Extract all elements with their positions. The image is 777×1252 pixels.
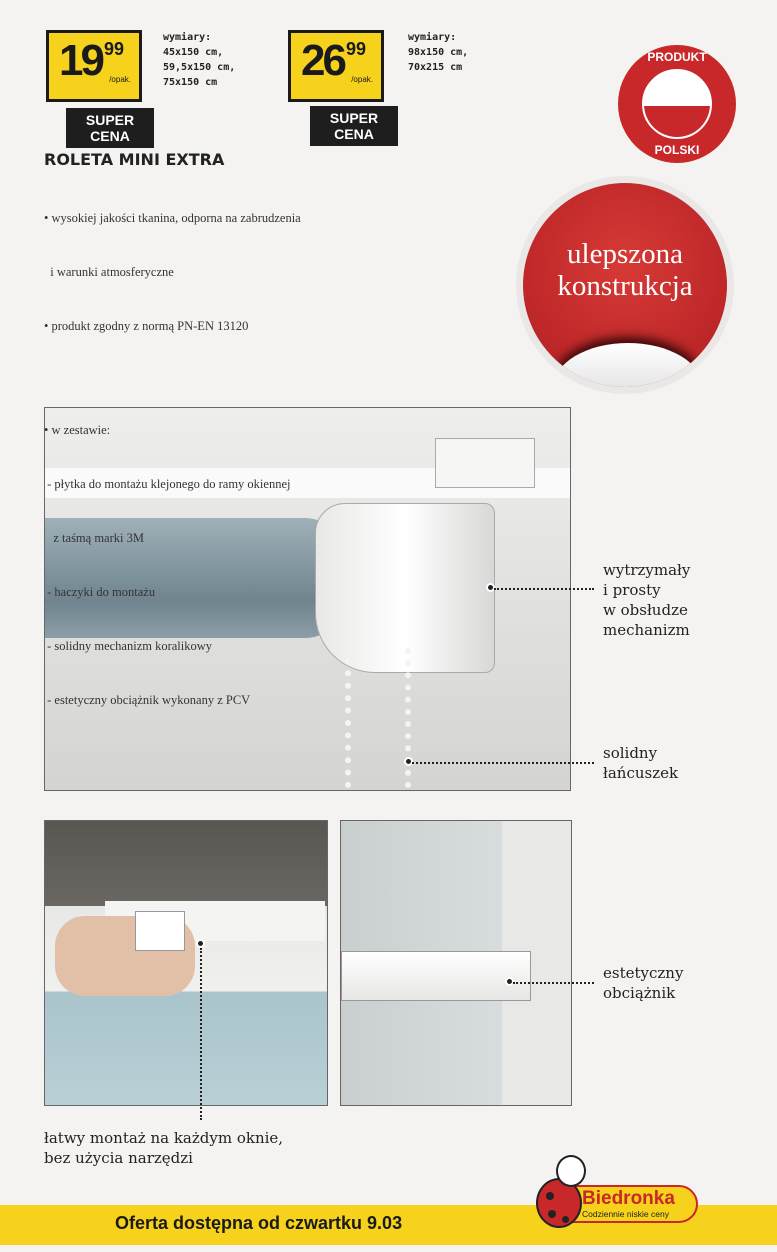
callout-dot (196, 939, 205, 948)
dim: 98x150 cm, (408, 47, 469, 58)
feature-line: • produkt zgodny z normą PN-EN 13120 (44, 319, 249, 333)
feature-line: - haczyki do montażu (44, 585, 156, 599)
mounting-photo (44, 820, 328, 1106)
feature-line: • wysokiej jakości tkanina, odporna na zabrudzenia (44, 211, 301, 225)
callout-line (494, 588, 594, 590)
feature-line: z taśmą marki 3M (44, 531, 144, 545)
polish-product-badge (618, 45, 736, 163)
callout-line (200, 948, 202, 1120)
dim: 59,5x150 cm, (163, 62, 236, 73)
price-box-2 (288, 30, 384, 102)
badge-text-bottom: POLSKI (654, 143, 700, 157)
super-cena-badge: SUPER CENA (310, 106, 398, 146)
ladybug-face-icon (556, 1155, 586, 1187)
price-cents: 99 (345, 39, 366, 59)
feature-list (44, 173, 384, 727)
callout-line (513, 982, 594, 984)
feature-line: - solidny mechanizm koralikowy (44, 639, 213, 653)
dims-label: wymiary: (163, 32, 212, 43)
feature-line: - płytka do montażu klejonego do ramy okiennej (44, 477, 291, 491)
callout-mechanism (603, 560, 690, 640)
badge-line-1: ulepszona (567, 238, 683, 270)
feature-line: i warunki atmosferyczne (44, 265, 174, 279)
price-cents: 99 (103, 39, 124, 59)
callout-text: łatwy montaż na każdym oknie, (44, 1129, 284, 1147)
price-box-1 (46, 30, 142, 102)
product-title: ROLETA MINI EXTRA (44, 150, 225, 169)
super-cena-badge: SUPER CENA (66, 108, 154, 148)
callout-weight (603, 963, 683, 1003)
callout-text: łańcuszek (603, 764, 679, 782)
callout-text: solidny (603, 744, 658, 762)
callout-mounting (44, 1128, 283, 1168)
callout-text: i prosty (603, 581, 661, 599)
callout-text: mechanizm (603, 621, 690, 639)
feature-line: - estetyczny obciążnik wykonany z PCV (44, 693, 251, 707)
callout-text: w obsłudze (603, 601, 688, 619)
price-unit: /opak. (109, 75, 131, 84)
bottom-bar-photo (340, 820, 572, 1106)
callout-text: bez użycia narzędzi (44, 1149, 193, 1167)
dim: 45x150 cm, (163, 47, 224, 58)
price-unit: /opak. (351, 75, 373, 84)
callout-line (412, 762, 594, 764)
callout-text: wytrzymały (603, 561, 691, 579)
badge-line-2: konstrukcja (557, 270, 693, 302)
price-main: 19 (59, 36, 102, 85)
brand-name: Biedronka (582, 1188, 675, 1209)
dimensions-1 (163, 30, 235, 90)
badge-text-top: PRODUKT (647, 50, 707, 64)
dimensions-2 (408, 30, 468, 75)
dim: 75x150 cm (163, 77, 218, 88)
price-main: 26 (301, 36, 344, 85)
callout-text: obciążnik (603, 984, 676, 1002)
callout-text: estetyczny (603, 964, 684, 982)
feature-line: • w zestawie: (44, 423, 111, 437)
dim: 70x215 cm (408, 62, 463, 73)
dims-label: wymiary: (408, 32, 457, 43)
improved-construction-badge (516, 176, 734, 394)
callout-chain (603, 743, 678, 783)
offer-date: Oferta dostępna od czwartku 9.03 (115, 1213, 403, 1233)
brand-slogan: Codziennie niskie ceny (582, 1209, 669, 1219)
